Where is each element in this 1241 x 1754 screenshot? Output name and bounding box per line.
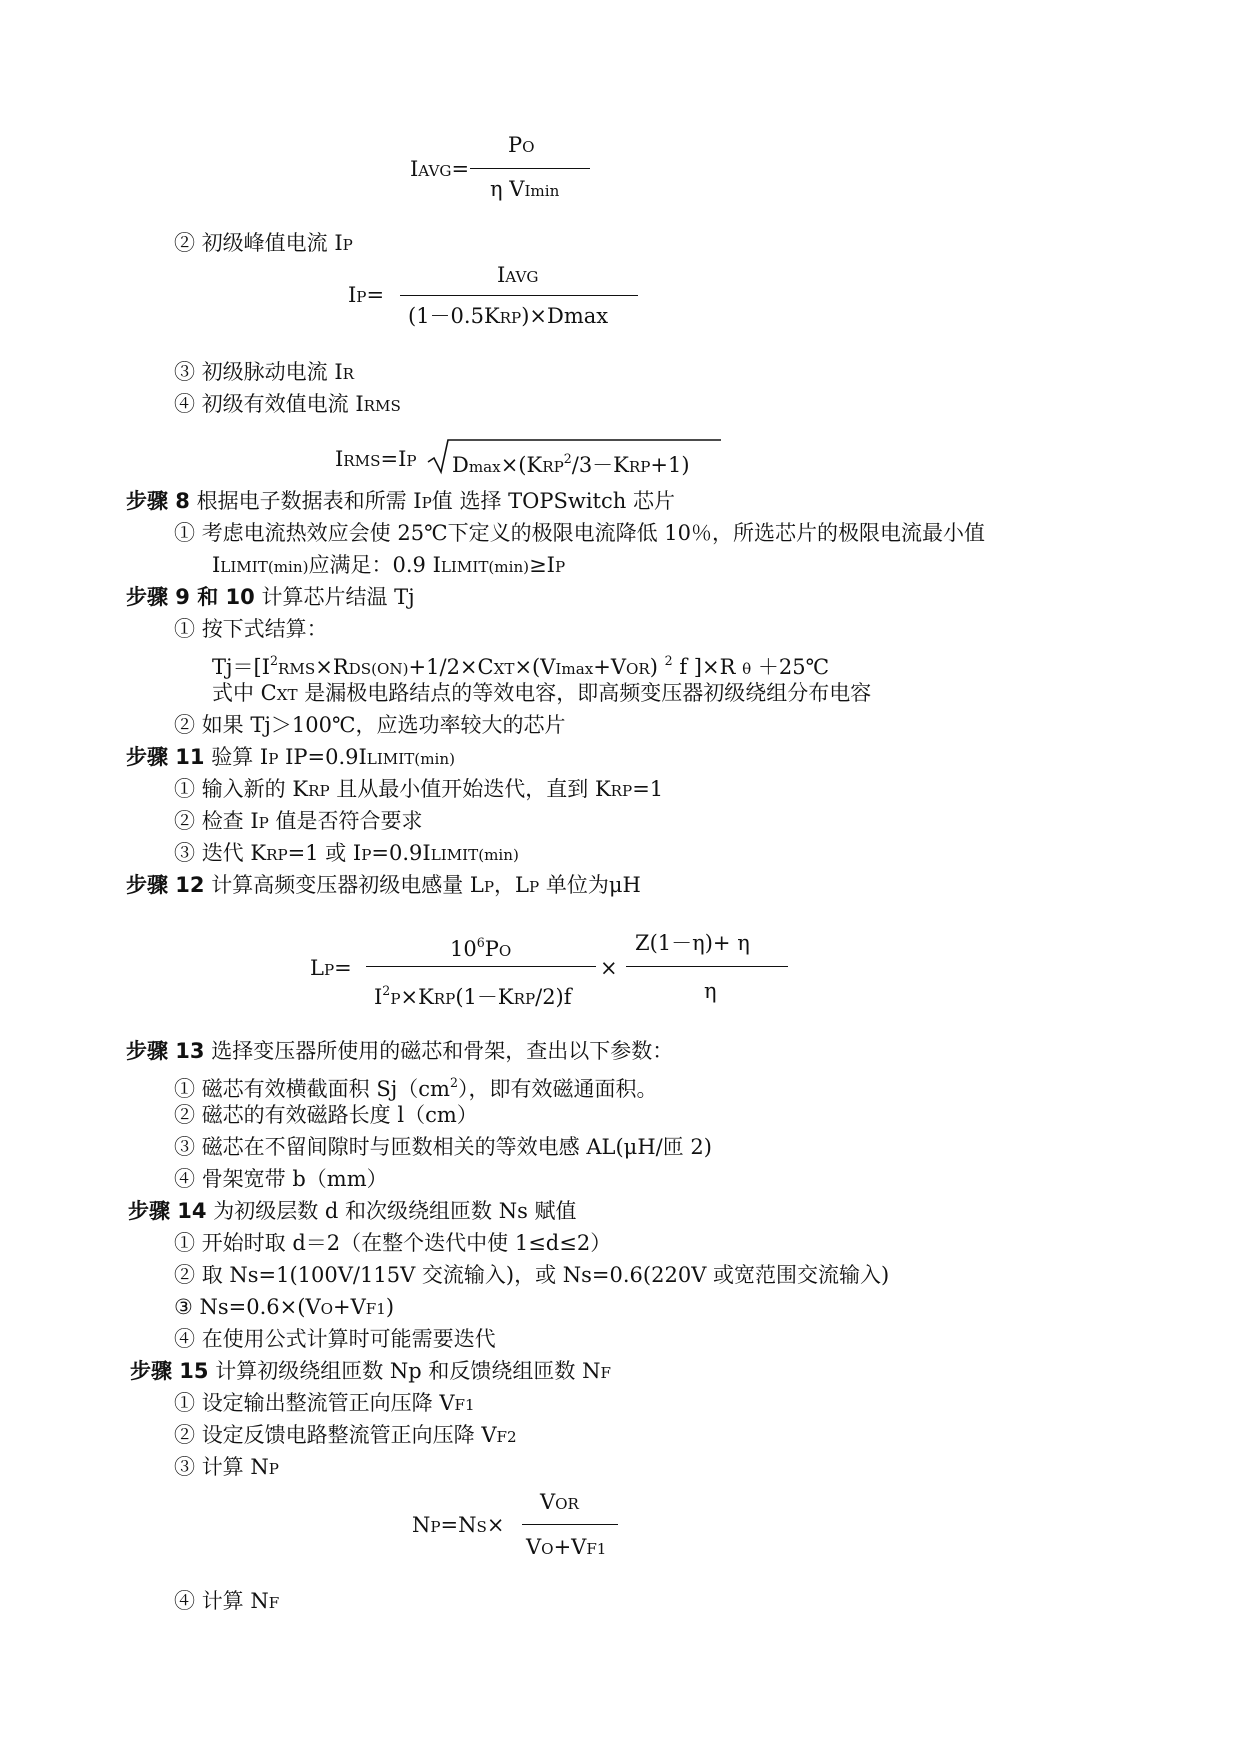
step-14-item-1: ① 开始时取 d＝2（在整个迭代中使 1≤d≤2） xyxy=(174,1231,612,1255)
step-9-10-heading: 步骤 9 和 10 计算芯片结温 Tj xyxy=(126,585,415,609)
step-11-item-2: ② 检查 IP 值是否符合要求 xyxy=(174,809,423,833)
step-8-item-1: ① 考虑电流热效应会使 25℃下定义的极限电流降低 10％，所选芯片的极限电流最小值 xyxy=(174,521,985,545)
step-13-item-3: ③ 磁芯在不留间隙时与匝数相关的等效电感 AL(μH/匝 2) xyxy=(174,1135,712,1159)
step-15-heading: 步骤 15 计算初级绕组匝数 Np 和反馈绕组匝数 NF xyxy=(130,1359,611,1383)
eq-ip-denominator: (1－0.5KRP)×Dmax xyxy=(408,304,609,328)
eq-irms-lhs: IRMS=IP xyxy=(335,447,417,471)
step-14-heading: 步骤 14 为初级层数 d 和次级绕组匝数 Ns 赋值 xyxy=(128,1199,577,1223)
eq-lp-denominator-2: η xyxy=(704,979,717,1003)
list-item-ripple-current: ③ 初级脉动电流 IR xyxy=(174,360,355,384)
step-11-heading: 步骤 11 验算 IP IP=0.9ILIMIT(min) xyxy=(126,745,455,769)
eq-irms-radicand: $Dmax\times(KRP^2/3-KRP+1)$ xyxy=(452,451,690,477)
eq-lp-lhs: LP= xyxy=(310,956,352,980)
step-11-item-3: ③ 迭代 KRP=1 或 IP=0.9ILIMIT(min) xyxy=(174,841,519,865)
step-14-item-4: ④ 在使用公式计算时可能需要迭代 xyxy=(174,1327,496,1351)
step-9-item-2: ② 如果 Tj＞100℃，应选功率较大的芯片 xyxy=(174,713,566,737)
step-13-item-2: ② 磁芯的有效磁路长度 l（cm） xyxy=(174,1103,478,1127)
step-13-item-1: ① 磁芯有效横截面积 $Sj(cm^2)$，即有效磁通面积。 xyxy=(174,1075,658,1101)
step-9-item-1: ① 按下式结算： xyxy=(174,617,328,641)
list-item-peak-current: ② 初级峰值电流 IP xyxy=(174,231,353,255)
eq-ip-numerator: IAVG xyxy=(497,263,539,287)
step-13-heading: 步骤 13 选择变压器所使用的磁芯和骨架，查出以下参数： xyxy=(126,1039,674,1063)
eq-ip-fraction-bar xyxy=(400,295,638,296)
step-14-item-2: ② 取 Ns=1(100V/115V 交流输入)，或 Ns=0.6(220V 或宽范围交流输入) xyxy=(174,1263,890,1287)
list-item-rms-current: ④ 初级有效值电流 IRMS xyxy=(174,392,401,416)
step-8-item-1-cont: ILIMIT(min)应满足：0.9 ILIMIT(min)≥IP xyxy=(212,553,566,577)
eq-lp-denominator: $I^2P\times KRP(1-KRP/2)f$ xyxy=(374,983,572,1009)
eq-lp-times: × xyxy=(600,956,618,980)
eq-ip-lhs: IP= xyxy=(348,283,385,307)
eq-iavg-denominator: η VImin xyxy=(490,177,560,201)
step-14-item-3: ③ Ns=0.6×(VO+VF1) xyxy=(174,1295,395,1319)
step-11-item-1: ① 输入新的 KRP 且从最小值开始迭代，直到 KRP=1 xyxy=(174,777,664,801)
eq-lp-fraction-bar-2 xyxy=(626,966,788,967)
step-12-heading: 步骤 12 计算高频变压器初级电感量 LP，LP 单位为μH xyxy=(126,873,641,897)
eq-lp-numerator-2: Z(1－η)+ η xyxy=(635,931,750,955)
eq-iavg-lhs: IAVG= xyxy=(410,157,470,181)
eq-lp-fraction-bar-1 xyxy=(366,966,596,967)
step-9-formula: $Tj=[I^2RMS\times RDS(ON)+1/2\times CXT\times(VImax+VOR)$ $^2$ f ]×R θ ＋25℃ xyxy=(212,653,830,679)
eq-np-numerator: VOR xyxy=(540,1490,579,1514)
eq-np-fraction-bar xyxy=(522,1524,618,1525)
step-15-item-1: ① 设定输出整流管正向压降 VF1 xyxy=(174,1391,475,1415)
step-15-item-2: ② 设定反馈电路整流管正向压降 VF2 xyxy=(174,1423,517,1447)
step-15-item-4: ④ 计算 NF xyxy=(174,1589,280,1613)
step-9-note: 式中 CXT 是漏极电路结点的等效电容，即高频变压器初级绕组分布电容 xyxy=(212,681,872,705)
eq-np-denominator: VO+VF1 xyxy=(526,1535,607,1559)
step-13-item-4: ④ 骨架宽带 b（mm） xyxy=(174,1167,388,1191)
eq-np-lhs: NP=NS× xyxy=(412,1513,505,1537)
eq-iavg-numerator: PO xyxy=(508,133,535,157)
eq-iavg-fraction-bar xyxy=(470,168,590,169)
step-8-heading: 步骤 8 根据电子数据表和所需 IP值 选择 TOPSwitch 芯片 xyxy=(126,489,675,513)
eq-lp-numerator: $10^6PO$ xyxy=(450,935,512,961)
step-15-item-3: ③ 计算 NP xyxy=(174,1455,279,1479)
